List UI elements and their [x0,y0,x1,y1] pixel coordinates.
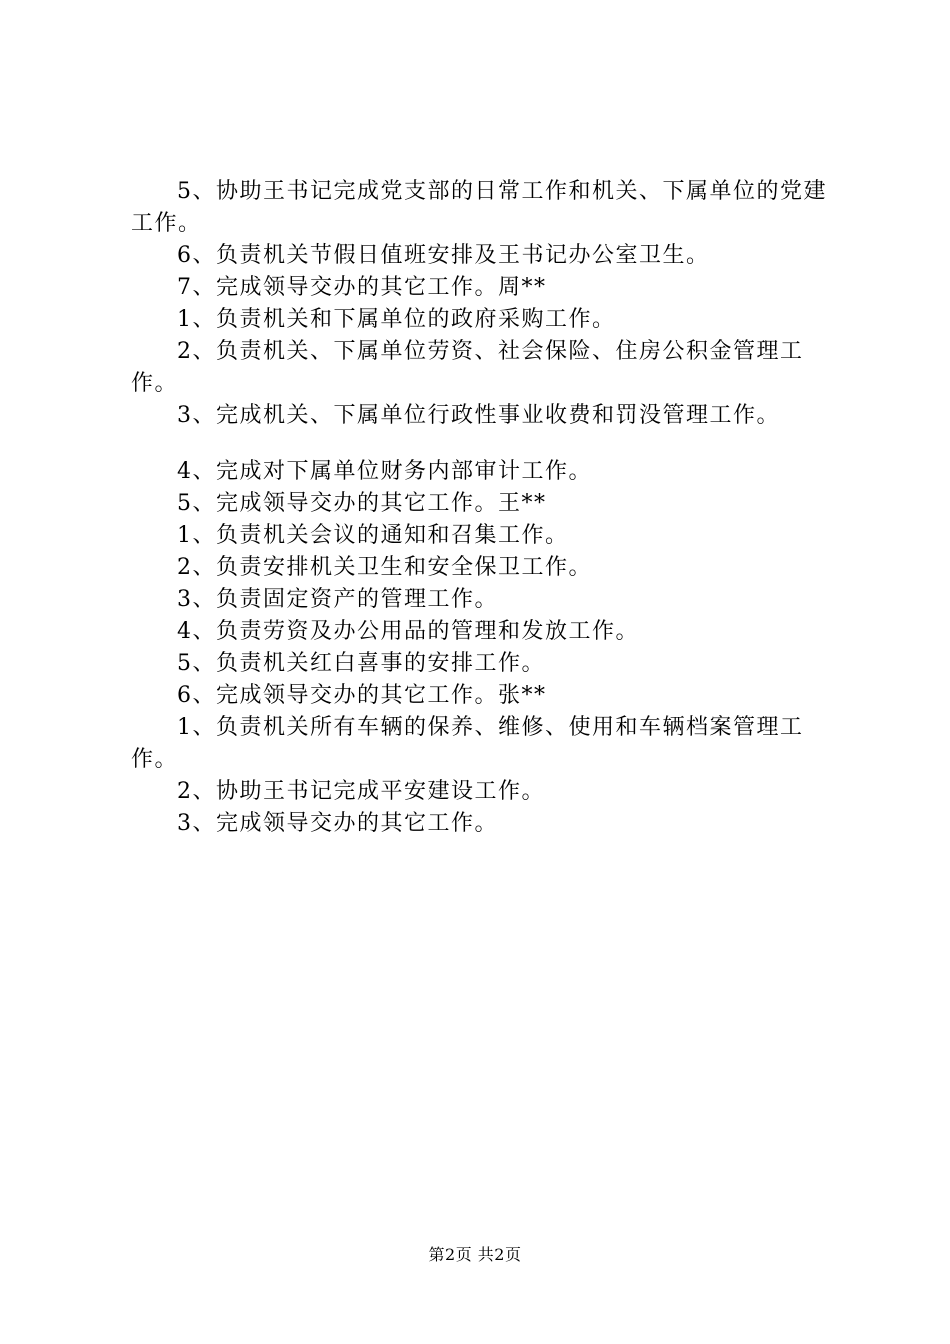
paragraph: 1、负责机关会议的通知和召集工作。 [177,523,569,548]
paragraph: 6、完成领导交办的其它工作。张** [177,683,547,708]
paragraph: 5、完成领导交办的其它工作。王** [177,491,547,516]
paragraph: 5、协助王书记完成党支部的日常工作和机关、下属单位的党建工作。 [131,179,827,236]
page-number-footer: 第2页 共2页 [428,1245,522,1264]
paragraph: 4、负责劳资及办公用品的管理和发放工作。 [177,619,639,644]
paragraph: 5、负责机关红白喜事的安排工作。 [177,651,545,676]
paragraph: 2、协助王书记完成平安建设工作。 [177,779,545,804]
paragraph: 1、负责机关所有车辆的保养、维修、使用和车辆档案管理工作。 [131,715,804,772]
paragraph: 4、完成对下属单位财务内部审计工作。 [177,459,592,484]
paragraph: 6、负责机关节假日值班安排及王书记办公室卫生。 [177,243,710,268]
paragraph-gap [131,432,833,456]
paragraph: 3、负责固定资产的管理工作。 [177,587,498,612]
paragraph: 3、完成机关、下属单位行政性事业收费和罚没管理工作。 [177,403,780,428]
paragraph: 7、完成领导交办的其它工作。周** [177,275,547,300]
paragraph: 3、完成领导交办的其它工作。 [177,811,498,836]
paragraph: 1、负责机关和下属单位的政府采购工作。 [177,307,616,332]
document-body [131,176,833,840]
paragraph: 2、负责机关、下属单位劳资、社会保险、住房公积金管理工作。 [131,339,804,396]
paragraph: 2、负责安排机关卫生和安全保卫工作。 [177,555,592,580]
